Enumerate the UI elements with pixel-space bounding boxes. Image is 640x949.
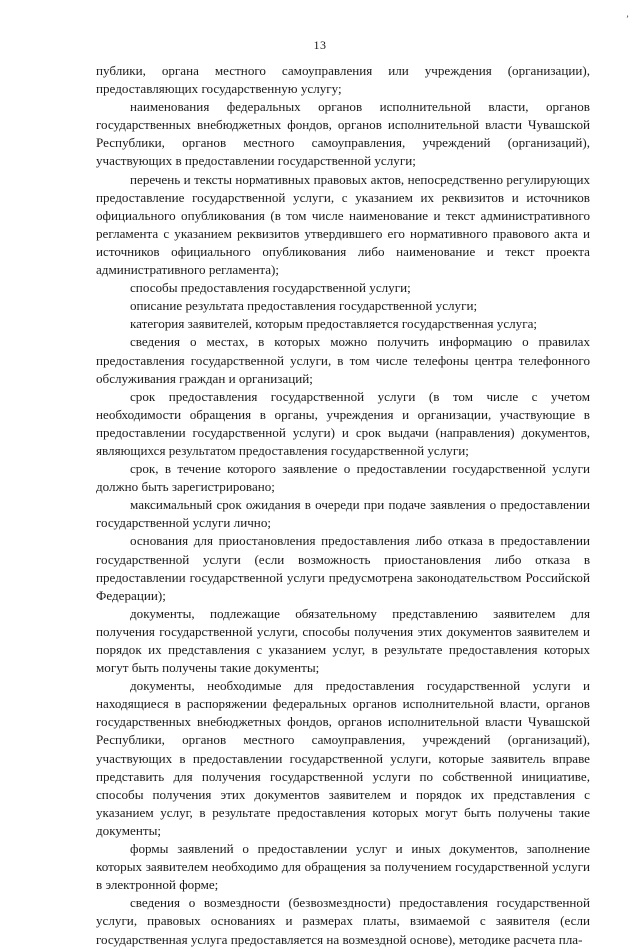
paragraph-4: способы предоставления государственной услуги;: [130, 280, 411, 296]
corner-mark: ’: [626, 14, 629, 24]
paragraph-6: категория заявителей, которым предоставляется государственная услуга;: [130, 316, 538, 332]
paragraph-8: срок предоставления государственной услуги (в том числе с учетом необходимости обращения в органы, учреждения и организации, участвующие в предоставлении государственной услуги) и срок выдачи (направления) документов, являющихся результатом предоставления государственной услуги;: [96, 388, 590, 458]
paragraph-14: формы заявлений о предоставлении услуг и иных документов, заполнение которых заявителем необходимо для обращения за получением государственной услуги в электронной форме;: [96, 841, 590, 893]
page-number: 13: [313, 38, 327, 52]
paragraph-2: наименования федеральных органов исполнительной власти, органов государственных внебюджетных фондов, органов исполнительной власти Чувашской Республики, органов местного самоуправления, учреждений (организаций), участвующих в предоставлении государственной услуги;: [96, 99, 590, 169]
paragraph-10: максимальный срок ожидания в очереди при подаче заявления о предоставлении государственной услуги лично;: [96, 497, 590, 531]
document-body: [96, 62, 590, 949]
paragraph-9: срок, в течение которого заявление о предоставлении государственной услуги должно быть зарегистрировано;: [96, 461, 590, 495]
paragraph-13: документы, необходимые для предоставления государственной услуги и находящиеся в распоряжении федеральных органов исполнительной власти, органов государственных внебюджетных фондов, органов исполнительной власти Чувашской Республики, органов местного самоуправления, учреждений (организаций), участвующих в предоставлении государственной услуги, которые заявитель вправе представить для получения государственной услуги по собственной инициативе, способы получения этих документов заявителем и порядок их представления с указанием услуг, в результате предоставления которых могут быть получены такие документы;: [96, 678, 590, 838]
paragraph-12: документы, подлежащие обязательному представлению заявителем для получения государственной услуги, способы получения этих документов заявителем и порядок их представления с указанием услуг, в результате предоставления которых могут быть получены такие документы;: [96, 605, 590, 676]
paragraph-5: описание результата предоставления государственной услуги;: [130, 298, 478, 314]
paragraph-7: сведения о местах, в которых можно получить информацию о правилах предоставления государственной услуги, в том числе телефоны центра телефонного обслуживания граждан и организаций;: [96, 334, 590, 386]
paragraph-3: перечень и тексты нормативных правовых актов, непосредственно регулирующих предоставление государственной услуги, с указанием их реквизитов и источников официального опубликования (в том числе наименование и текст административного регламента с указанием реквизитов утвердившего его нормативного правового акта и источников официального опубликования либо наименование и текст проекта административного регламента);: [96, 171, 590, 278]
paragraph-15: сведения о возмездности (безвозмездности) предоставления государственной услуги, правовых основаниях и размерах платы, взимаемой с заявителя (если государственная услуга предоставляется на возмездной основе), методике расчета пла-: [96, 895, 590, 947]
paragraph-1: публики, органа местного самоуправления или учреждения (организации), предоставляющих государственную услугу;: [96, 63, 590, 97]
paragraph-11: основания для приостановления предоставления либо отказа в предоставлении государственной услуги (если возможность приостановления либо отказа в предоставлении государственной услуги предусмотрена законодательством Российской Федерации);: [96, 533, 590, 603]
